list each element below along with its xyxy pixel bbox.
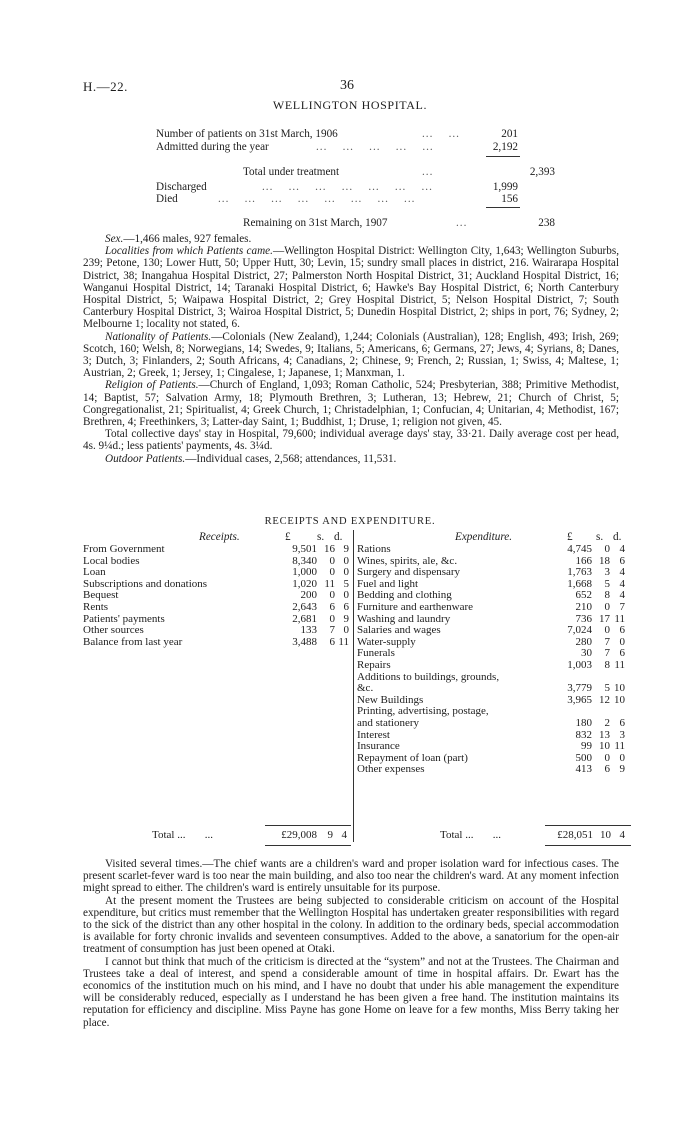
- amount-shillings: 5: [604, 682, 610, 695]
- amount-pence: 0: [619, 635, 625, 648]
- amount-pounds: 736: [575, 612, 592, 625]
- localities-text: —Wellington Hospital District: Wellington City, 1,643; Wellington Suburbs, 239; Petone, 130; Lower Hutt, 50; Upper Hutt, 30; Levin, 15; sundry small places in district, 216. Wairarapa Hospital District, 38; Inangahua Hospital District, 27; Palmerston North Hospital District, 31; Auckland Hospital District, 16; Wanganui Hospital District, 14; Taranaki Hospital District, 6; Hawke's Bay Hospital District, 6; North Canterbury Hospital District, 5; Waipawa Hospital District, 2; Grey Hospital District, 5; Nelson Hospital District, 7; South Canterbury Hospital District, 3; Wairoa Hospital District, 5; Dunedin Hospital District, 2; ships in port, 76; Sydney, 2; Melbourne 1; locality not stated, 6.: [83, 245, 620, 331]
- amount-shillings: 6: [604, 763, 610, 776]
- amount-shillings: 0: [604, 543, 610, 555]
- religion-text: —Church of England, 1,093; Roman Catholic, 524; Presbyterian, 388; Primitive Methodist, 14; Baptist, 57; Salvation Army, 18; Plymouth Brethren, 3; Lutheran, 13; Hebrew, 21; Church of Christ, 5; Congregationalist, 21; Spiritualist, 4; Greek Church, 1; Christadelphian, 1; Confucian, 4; Unitarian, 4; Methodist, 167; Brethren, 4; Freethinkers, 3; Latter-day Saint, 1; Buddhist, 1; Druse, 1; religion not given, 45.: [83, 379, 619, 429]
- amount-pounds: 133: [300, 624, 317, 637]
- amount-pounds: 652: [575, 589, 592, 602]
- line-item-label: Rents: [83, 600, 109, 613]
- religion-paragraph: [83, 379, 619, 428]
- collective-stay-paragraph: [83, 428, 619, 452]
- receipts-total-shillings: 9: [327, 829, 333, 841]
- stat-value: 2,192: [492, 141, 518, 153]
- amount-pence: 9: [343, 543, 349, 555]
- amount-pence: 11: [338, 635, 349, 648]
- amount-shillings: 8: [604, 589, 610, 602]
- leader-dots: ...: [422, 166, 434, 178]
- expenditure-table: [357, 544, 625, 776]
- amount-shillings: 0: [329, 612, 335, 625]
- amount-pence: 4: [619, 577, 625, 590]
- receipt-row: [83, 544, 349, 556]
- expenditure-pence-head: d.: [613, 531, 622, 543]
- stat-label: Died: [156, 193, 178, 205]
- line-item-label: Surgery and dispensary: [357, 566, 461, 579]
- amount-pence: 0: [343, 624, 349, 637]
- amount-pence: 4: [619, 589, 625, 602]
- stat-label: Number of patients on 31st March, 1906: [156, 128, 338, 140]
- line-item-label: Insurance: [357, 740, 400, 753]
- amount-pence: 0: [343, 554, 349, 567]
- leader-dots: ...: [456, 217, 468, 229]
- receipt-row: [83, 637, 349, 649]
- stat-value: 201: [501, 128, 518, 140]
- expenditure-total-shillings: 10: [600, 829, 611, 841]
- line-item-label: and stationery: [357, 716, 420, 729]
- amount-pounds: 180: [575, 716, 592, 729]
- amount-pence: 11: [614, 658, 625, 671]
- amount-pence: 0: [343, 589, 349, 602]
- line-item-label: Loan: [83, 566, 106, 579]
- leader-dots: ... ... ... ... ... ... ...: [262, 181, 433, 193]
- amount-pounds: 1,763: [567, 566, 592, 579]
- expenditure-row: [357, 764, 625, 776]
- amount-shillings: 0: [604, 751, 610, 764]
- amount-shillings: 6: [329, 600, 335, 613]
- stat-label: Total under treatment: [243, 166, 340, 178]
- sum-rule: [486, 207, 520, 208]
- amount-shillings: 7: [604, 647, 610, 660]
- amount-pounds: 3,779: [567, 682, 592, 695]
- receipts-pence-head: d.: [334, 531, 343, 543]
- line-item-label: Rations: [357, 543, 391, 555]
- amount-pence: 0: [619, 751, 625, 764]
- amount-shillings: 0: [604, 624, 610, 637]
- expenditure-row: [357, 544, 625, 556]
- amount-shillings: 0: [329, 566, 335, 579]
- amount-pence: 4: [619, 543, 625, 555]
- inspection-report: [83, 858, 619, 1029]
- amount-pounds: 30: [581, 647, 592, 660]
- expenditure-pounds-head: £: [567, 531, 573, 543]
- amount-pence: 7: [619, 600, 625, 613]
- expenditure-row: [357, 718, 625, 730]
- amount-pounds: 1,003: [567, 658, 592, 671]
- amount-pounds: 2,681: [292, 612, 317, 625]
- amount-shillings: 11: [324, 577, 335, 590]
- amount-shillings: 2: [604, 716, 610, 729]
- amount-pence: 6: [619, 624, 625, 637]
- receipts-heading: Receipts.: [199, 531, 240, 543]
- stat-label: Admitted during the year: [156, 141, 269, 153]
- amount-pence: 10: [614, 682, 625, 695]
- sex-paragraph: [83, 233, 619, 245]
- expenditure-total-pounds: £28,051: [557, 829, 593, 841]
- religion-label: Religion of Patients.: [105, 379, 199, 392]
- sum-rule: [486, 156, 520, 157]
- receipt-row: [83, 625, 349, 637]
- receipts-total-label: Total: [152, 829, 175, 841]
- amount-pence: 6: [343, 600, 349, 613]
- expenditure-total-pence: 4: [619, 829, 625, 841]
- amount-pounds: 200: [300, 589, 317, 602]
- amount-shillings: 0: [604, 600, 610, 613]
- amount-pounds: 3,488: [292, 635, 317, 648]
- stat-value: 1,999: [492, 181, 518, 193]
- line-item-label: Salaries and wages: [357, 624, 441, 637]
- amount-shillings: 10: [599, 740, 610, 753]
- amount-shillings: 18: [599, 554, 610, 567]
- line-item-label: Funerals: [357, 647, 395, 660]
- receipts-shillings-head: s.: [317, 531, 325, 543]
- leader-dots: ... ... ... ... ...: [316, 141, 434, 153]
- amount-pounds: 280: [575, 635, 592, 648]
- amount-pounds: 210: [575, 600, 592, 613]
- amount-pence: 11: [614, 612, 625, 625]
- line-item-label: Interest: [357, 728, 390, 741]
- amount-pounds: 9,501: [292, 543, 317, 555]
- amount-pounds: 3,965: [567, 693, 592, 706]
- amount-pounds: 832: [575, 728, 592, 741]
- outdoor-label: Outdoor Patients.: [105, 452, 186, 465]
- stat-value: 156: [501, 193, 518, 205]
- amount-shillings: 13: [599, 728, 610, 741]
- outdoor-paragraph: [83, 453, 619, 465]
- amount-pounds: 7,024: [567, 624, 592, 637]
- line-item-label: Furniture and earthenware: [357, 600, 474, 613]
- line-item-label: Balance from last year: [83, 635, 183, 648]
- line-item-label: Subscriptions and donations: [83, 577, 208, 590]
- amount-pence: 9: [619, 763, 625, 776]
- amount-pounds: 1,668: [567, 577, 592, 590]
- amount-shillings: 17: [599, 612, 610, 625]
- line-item-label: Water-supply: [357, 635, 416, 648]
- amount-shillings: 7: [604, 635, 610, 648]
- expenditure-row: [357, 602, 625, 614]
- amount-shillings: 3: [604, 566, 610, 579]
- expenditure-shillings-head: s.: [596, 531, 604, 543]
- amount-shillings: 0: [329, 589, 335, 602]
- expenditure-row: [357, 741, 625, 753]
- amount-pence: 0: [343, 566, 349, 579]
- amount-pence: 4: [619, 566, 625, 579]
- amount-shillings: 12: [599, 693, 610, 706]
- amount-shillings: 0: [329, 554, 335, 567]
- sex-text: —1,466 males, 927 females.: [123, 233, 252, 245]
- stat-value: 238: [538, 217, 555, 229]
- patient-details: [83, 233, 619, 465]
- amount-pence: 10: [614, 693, 625, 706]
- outdoor-text: —Individual cases, 2,568; attendances, 11,531.: [185, 452, 397, 465]
- line-item-label: Bequest: [83, 589, 119, 602]
- line-item-label: Additions to buildings, grounds,: [357, 670, 500, 683]
- nationality-text: —Colonials (New Zealand), 1,244; Colonials (Australian), 128; English, 493; Irish, 269; Scotch, 160; Welsh, 8; Norwegians, 14; Swedes, 9; Italians, 5; Americans, 6; Germans, 27; Jews, 4; Syrians, 8; Danes, 3; Dutch, 3; Finlanders, 2; South Africans, 4; Canadians, 2; Chinese, 9; French, 2; Russian, 1; Swiss, 4; Maltese, 1; Austrian, 2; Greek, 1; Jersey, 1; Cingalese, 1; Japanese, 1; Manxman, 1.: [83, 330, 619, 380]
- stat-value: 2,393: [529, 166, 555, 178]
- amount-pounds: 1,000: [292, 566, 317, 579]
- stat-label: Discharged: [156, 181, 207, 193]
- expenditure-row: [357, 660, 625, 672]
- page-reference: H.—22.: [83, 79, 128, 94]
- expenditure-heading: Expenditure.: [455, 531, 513, 543]
- receipt-row: [83, 602, 349, 614]
- amount-pence: 6: [619, 554, 625, 567]
- amount-pounds: 8,340: [292, 554, 317, 567]
- amount-pounds: 2,643: [292, 600, 317, 613]
- expenditure-total-label: Total: [440, 829, 463, 841]
- accounts-heading: RECEIPTS AND EXPENDITURE.: [264, 516, 436, 527]
- amount-shillings: 6: [329, 635, 335, 648]
- receipts-total-pounds: £29,008: [281, 829, 317, 841]
- line-item-label: Other expenses: [357, 763, 425, 776]
- page-number: 36: [340, 78, 354, 93]
- amount-shillings: 16: [324, 543, 335, 555]
- leader-dots: ... ... ... ... ... ... ... ...: [218, 193, 416, 205]
- amount-shillings: 5: [604, 577, 610, 590]
- localities-paragraph: [83, 245, 619, 330]
- nationality-paragraph: [83, 331, 619, 380]
- line-item-label: From Government: [83, 543, 165, 555]
- expenditure-row: [357, 683, 625, 695]
- line-item-label: Printing, advertising, postage,: [357, 705, 489, 718]
- amount-pence: 5: [343, 577, 349, 590]
- expenditure-total-row: Total ... ...: [440, 829, 501, 841]
- receipts-total-pence: 4: [341, 829, 347, 841]
- amount-pence: 9: [343, 612, 349, 625]
- amount-pounds: 1,020: [292, 577, 317, 590]
- line-item-label: Washing and laundry: [357, 612, 451, 625]
- receipts-total-rule-top: [265, 825, 351, 826]
- hospital-title: WELLINGTON HOSPITAL.: [272, 98, 428, 112]
- amount-shillings: 8: [604, 658, 610, 671]
- report-paragraph: I cannot but think that much of the criticism is directed at the “system” and not at the Trustees. The Chairman and Trustees take a deal of interest, and spend a considerable amount of time in hospital affairs. Dr. Ewart has the economics of the institution much on his mind, and I have no doubt that under his able management the expenditure will be considerably reduced, especially as I understand he has been given a free hand. The institution maintains its reputation for efficiency and discipline. Miss Payne has gone Home on leave for a few months, Miss Berry taking her place.: [83, 955, 619, 1029]
- receipts-table: [83, 544, 349, 648]
- line-item-label: Repairs: [357, 658, 391, 671]
- line-item-label: Local bodies: [83, 554, 140, 567]
- collective-stay-text: Total collective days' stay in Hospital, 79,600; individual average days' stay, 33·21. Daily average cost per head, 4s. 9¼d.; less patients' payments, 4s. 3¼d.: [83, 428, 619, 453]
- amount-pence: 6: [619, 647, 625, 660]
- line-item-label: New Buildings: [357, 693, 424, 706]
- amount-pounds: 413: [575, 763, 592, 776]
- localities-label: Localities from which Patients came.: [105, 245, 273, 258]
- receipts-pounds-head: £: [285, 531, 291, 543]
- receipts-total-row: Total ... ...: [152, 829, 213, 841]
- line-item-label: Fuel and light: [357, 577, 419, 590]
- line-item-label: Repayment of loan (part): [357, 751, 468, 764]
- expenditure-row: [357, 625, 625, 637]
- amount-pounds: 99: [581, 740, 592, 753]
- amount-shillings: 7: [329, 624, 335, 637]
- column-divider: [353, 530, 354, 842]
- amount-pence: 11: [614, 740, 625, 753]
- amount-pounds: 4,745: [567, 543, 592, 555]
- amount-pence: 3: [619, 728, 625, 741]
- amount-pounds: 166: [575, 554, 592, 567]
- line-item-label: Patients' payments: [83, 612, 165, 625]
- report-paragraph: Visited several times.—The chief wants are a children's ward and proper isolation ward for infectious cases. The present scarlet-fever ward is too near the main building, and also too near the children's ward. At any moment infection might spread to either. The children's ward is entirely unsuitable for its purpose.: [83, 858, 619, 895]
- line-item-label: Bedding and clothing: [357, 589, 452, 602]
- nationality-label: Nationality of Patients.: [105, 330, 212, 343]
- line-item-label: &c.: [357, 682, 374, 695]
- expenditure-total-rule-bottom: [545, 845, 631, 846]
- report-paragraph: At the present moment the Trustees are being subjected to considerable criticism on account of the Hospital expenditure, but critics must remember that the Wellington Hospital has undertaken greater responsibilities with regard to the sick of the district than any other hospital in the colony. In addition to the ordinary beds, special accommodation is available for forty chronic invalids and seventeen consumptives. Added to the above, a sanatorium for the open-air treatment of consumption has just been opened at Otaki.: [83, 894, 619, 956]
- line-item-label: Wines, spirits, ale, &c.: [357, 554, 458, 567]
- line-item-label: Other sources: [83, 624, 144, 637]
- leader-dots: ... ...: [422, 128, 460, 140]
- amount-pence: 6: [619, 716, 625, 729]
- receipts-total-rule-bottom: [265, 845, 351, 846]
- amount-pounds: 500: [575, 751, 592, 764]
- stat-label: Remaining on 31st March, 1907: [243, 217, 388, 229]
- expenditure-total-rule-top: [545, 825, 631, 826]
- sex-label: Sex.: [105, 233, 124, 245]
